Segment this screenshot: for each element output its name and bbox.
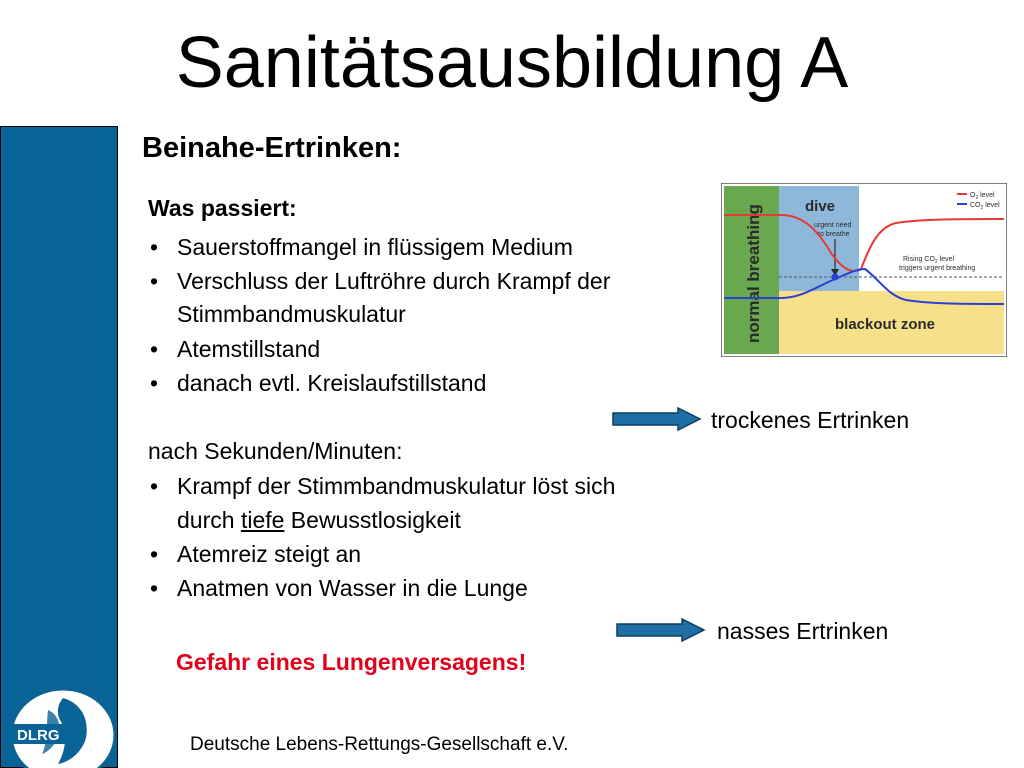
subheading: Was passiert: [148, 195, 297, 221]
list-item: Atemreiz steigt an [177, 541, 362, 567]
dlrg-logo [8, 680, 118, 768]
list-item: Sauerstoffmangel in flüssigem Medium [177, 234, 573, 260]
bullet-symbol: • [150, 268, 159, 294]
logo-text: DLRG [17, 727, 60, 744]
text-fragment: Bewusstlosigkeit [284, 507, 461, 533]
arrow-right-icon [612, 407, 702, 431]
result-wet-drowning: nasses Ertrinken [717, 618, 889, 644]
list-item: Anatmen von Wasser in die Lunge [177, 575, 528, 601]
slide-title: Sanitätsausbildung A [175, 23, 849, 103]
sidebar-bar [0, 126, 118, 768]
text-fragment: durch [177, 507, 241, 533]
warning-text: Gefahr eines Lungenversagens! [176, 649, 527, 675]
legend-o2-text: O [970, 192, 976, 199]
arrow-right-icon [616, 618, 706, 642]
bullet-symbol: • [150, 473, 159, 499]
bullet-symbol: • [150, 575, 159, 601]
section-heading: Beinahe-Ertrinken: [142, 132, 402, 164]
result-dry-drowning: trockenes Ertrinken [711, 407, 910, 433]
label-urgent-2: to breathe [818, 231, 850, 238]
list-item: Verschluss der Luftröhre durch Krampf der [177, 268, 611, 294]
label-dive: dive [805, 198, 836, 215]
section-label: nach Sekunden/Minuten: [148, 438, 403, 464]
list-item-continuation [177, 506, 461, 534]
label-rising-text: Rising CO [903, 256, 935, 263]
bullet-symbol: • [150, 336, 159, 362]
urgent-point-marker [832, 274, 839, 281]
list-item: Atemstillstand [177, 336, 321, 362]
label-rising-2: triggers urgent breathing [899, 265, 976, 272]
label-rising-sub: 2 [934, 259, 938, 265]
list-item-continuation: Stimmbandmuskulatur [177, 301, 406, 327]
legend-o2-sub: 2 [975, 195, 979, 201]
label-normal-breathing: normal breathing [744, 204, 763, 343]
legend-co2-suffix: level [983, 202, 1000, 209]
bullet-symbol: • [150, 370, 159, 396]
breathing-diagram [721, 183, 1007, 357]
list-item: Krampf der Stimmbandmuskulatur löst sich [177, 473, 616, 499]
legend-o2-suffix: level [978, 192, 995, 199]
bullet-symbol: • [150, 234, 159, 260]
legend-co2-text: CO [970, 202, 981, 209]
underlined-word: tiefe [240, 507, 285, 533]
footer-org-name: Deutsche Lebens-Rettungs-Gesellschaft e.V. [190, 734, 569, 755]
legend-co2-sub: 2 [980, 205, 984, 211]
bullet-symbol: • [150, 541, 159, 567]
list-item: danach evtl. Kreislaufstillstand [177, 370, 487, 396]
label-rising-suffix: level [937, 256, 955, 263]
label-urgent-1: urgent need [814, 222, 852, 229]
label-blackout-zone: blackout zone [835, 316, 936, 333]
